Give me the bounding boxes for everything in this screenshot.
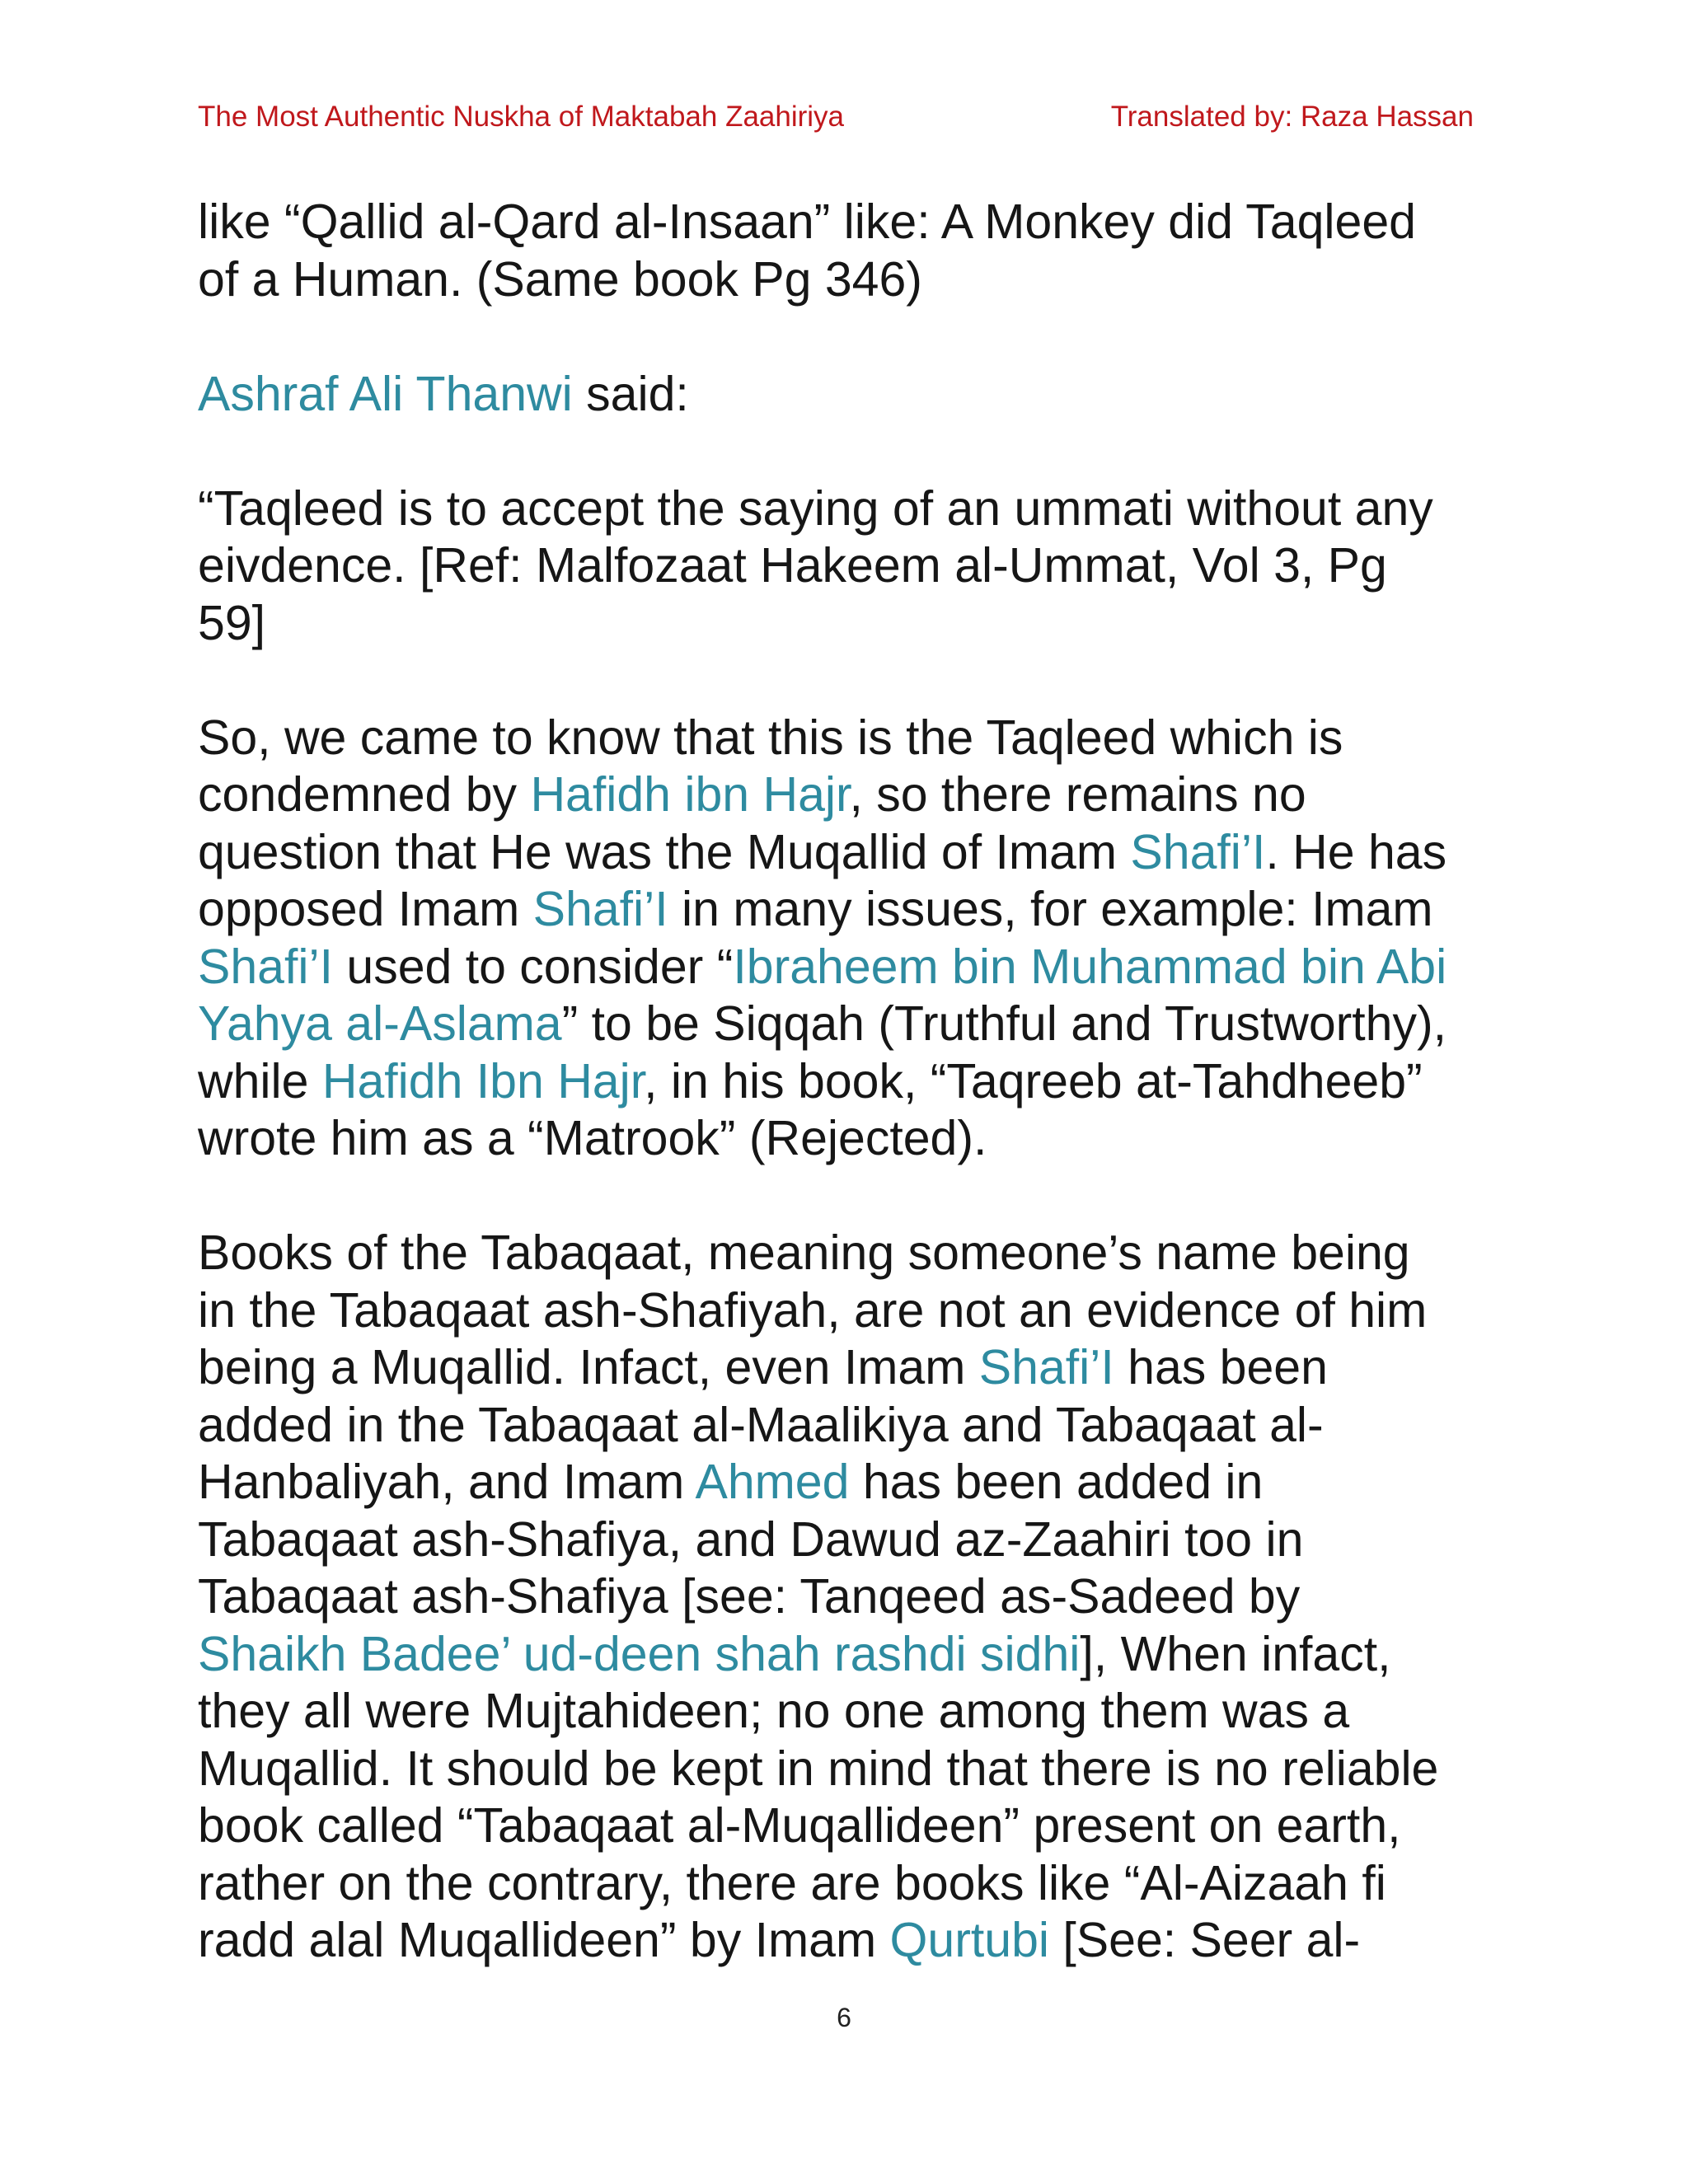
text-run: Muqallid. It should be kept in mind that there is no reliable — [198, 1741, 1439, 1796]
text-run: condemned by — [198, 767, 531, 822]
text-line — [198, 1741, 1438, 1796]
text-run: has been — [1114, 1340, 1328, 1394]
text-line — [198, 194, 1416, 249]
text-line — [198, 1340, 1328, 1394]
text-line — [198, 710, 1343, 765]
text-line — [198, 1627, 1391, 1681]
highlighted-name: Yahya al-Aslama — [198, 996, 562, 1051]
text-run: radd alal Muqallideen” by Imam — [198, 1913, 890, 1967]
highlighted-name: Ahmed — [695, 1455, 850, 1509]
paragraph — [198, 710, 1484, 1168]
text-run: . He has — [1265, 824, 1447, 879]
text-run: Tabaqaat ash-Shafiya, and Dawud az-Zaahiri too in — [198, 1511, 1304, 1567]
text-line — [198, 940, 1447, 994]
text-run: in the Tabaqaat ash-Shafiyah, are not an evidence of him — [198, 1282, 1428, 1338]
text-run: eivdence. [Ref: Malfozaat Hakeem al-Ummat, Vol 3, Pg — [198, 538, 1387, 593]
highlighted-name: Shaikh Badee’ ud-deen shah rashdi sidhi — [198, 1626, 1081, 1681]
text-line — [198, 1111, 987, 1165]
highlighted-name: Shafi’I — [532, 882, 668, 936]
text-run: ], When infact, — [1080, 1626, 1391, 1681]
highlighted-name: Qurtubi — [889, 1913, 1049, 1967]
text-run: Books of the Tabaqaat, meaning someone’s name being — [198, 1226, 1410, 1280]
highlighted-name: Ibraheem bin Muhammad bin Abi — [733, 939, 1447, 994]
text-line — [198, 767, 1306, 822]
text-run: in many issues, for example: Imam — [668, 882, 1433, 936]
highlighted-name: Shafi’I — [978, 1340, 1114, 1394]
text-run: Tabaqaat ash-Shafiya [see: Tanqeed as-Sadeed by — [198, 1569, 1301, 1624]
paragraph — [198, 480, 1484, 653]
text-run: while — [198, 1053, 322, 1108]
page-number: 6 — [837, 2003, 851, 2032]
text-run: ” to be Siqqah (Truthful and Trustworthy), — [561, 996, 1447, 1051]
highlighted-name: Shafi’I — [198, 939, 333, 994]
text-run: of a Human. (Same book Pg 346) — [198, 251, 922, 307]
text-line — [198, 1684, 1349, 1738]
text-line — [198, 825, 1447, 879]
text-line — [198, 1283, 1427, 1338]
text-line — [198, 538, 1387, 593]
header-title-right: Translated by: Raza Hassan — [1110, 101, 1474, 133]
text-run: 59] — [198, 595, 266, 650]
highlighted-name: Shafi’I — [1130, 824, 1266, 879]
text-line — [198, 481, 1433, 536]
text-line — [198, 252, 922, 307]
text-line — [198, 1798, 1401, 1853]
text-line — [198, 1856, 1386, 1910]
text-line — [198, 1398, 1324, 1452]
text-run: , in his book, “Taqreeb at-Tahdheeb” — [644, 1053, 1423, 1108]
text-run: “Taqleed is to accept the saying of an ummati without any — [198, 480, 1433, 536]
text-run: added in the Tabaqaat al-Maalikiya and Tabaqaat al- — [198, 1397, 1324, 1452]
text-run: has been added in — [849, 1455, 1264, 1509]
text-line — [198, 367, 689, 421]
text-run: question that He was the Muqallid of Imam — [198, 824, 1131, 879]
paragraph — [198, 1225, 1484, 1970]
text-line — [198, 882, 1433, 936]
text-line — [198, 1913, 1360, 1967]
text-run: said: — [572, 366, 689, 421]
text-run: rather on the contrary, there are books like “Al-Aizaah fi — [198, 1855, 1386, 1910]
text-run: So, we came to know that this is the Taqleed which is — [198, 710, 1343, 765]
highlighted-name: Hafidh ibn Hajr — [530, 767, 850, 822]
text-run: , so there remains no — [849, 767, 1306, 822]
highlighted-name: Hafidh Ibn Hajr — [321, 1053, 645, 1108]
paragraph — [198, 366, 1484, 424]
text-line — [198, 1455, 1263, 1509]
text-run: wrote him as a “Matrook” (Rejected). — [198, 1111, 987, 1165]
text-line — [198, 1569, 1300, 1624]
text-run: opposed Imam — [198, 882, 533, 936]
page-header — [198, 101, 1474, 142]
text-line — [198, 1512, 1303, 1567]
text-run: Hanbaliyah, and Imam — [198, 1455, 696, 1509]
text-line — [198, 596, 265, 650]
text-run: like “Qallid al-Qard al-Insaan” like: A Monkey did Taqleed — [198, 194, 1416, 249]
text-line — [198, 1054, 1423, 1108]
text-run: being a Muqallid. Infact, even Imam — [198, 1340, 979, 1394]
text-line — [198, 1226, 1410, 1280]
body-text — [198, 194, 1484, 2027]
header-title-left: The Most Authentic Nuskha of Maktabah Zaahiriya — [198, 101, 845, 133]
highlighted-name: Ashraf Ali Thanwi — [198, 366, 573, 421]
text-run: they all were Mujtahideen; no one among them was a — [198, 1684, 1350, 1738]
text-run: used to consider “ — [332, 939, 734, 994]
paragraph — [198, 194, 1484, 308]
text-run: book called “Tabaqaat al-Muqallideen” present on earth, — [198, 1798, 1401, 1853]
text-line — [198, 996, 1447, 1051]
text-run: [See: Seer al- — [1049, 1913, 1361, 1967]
